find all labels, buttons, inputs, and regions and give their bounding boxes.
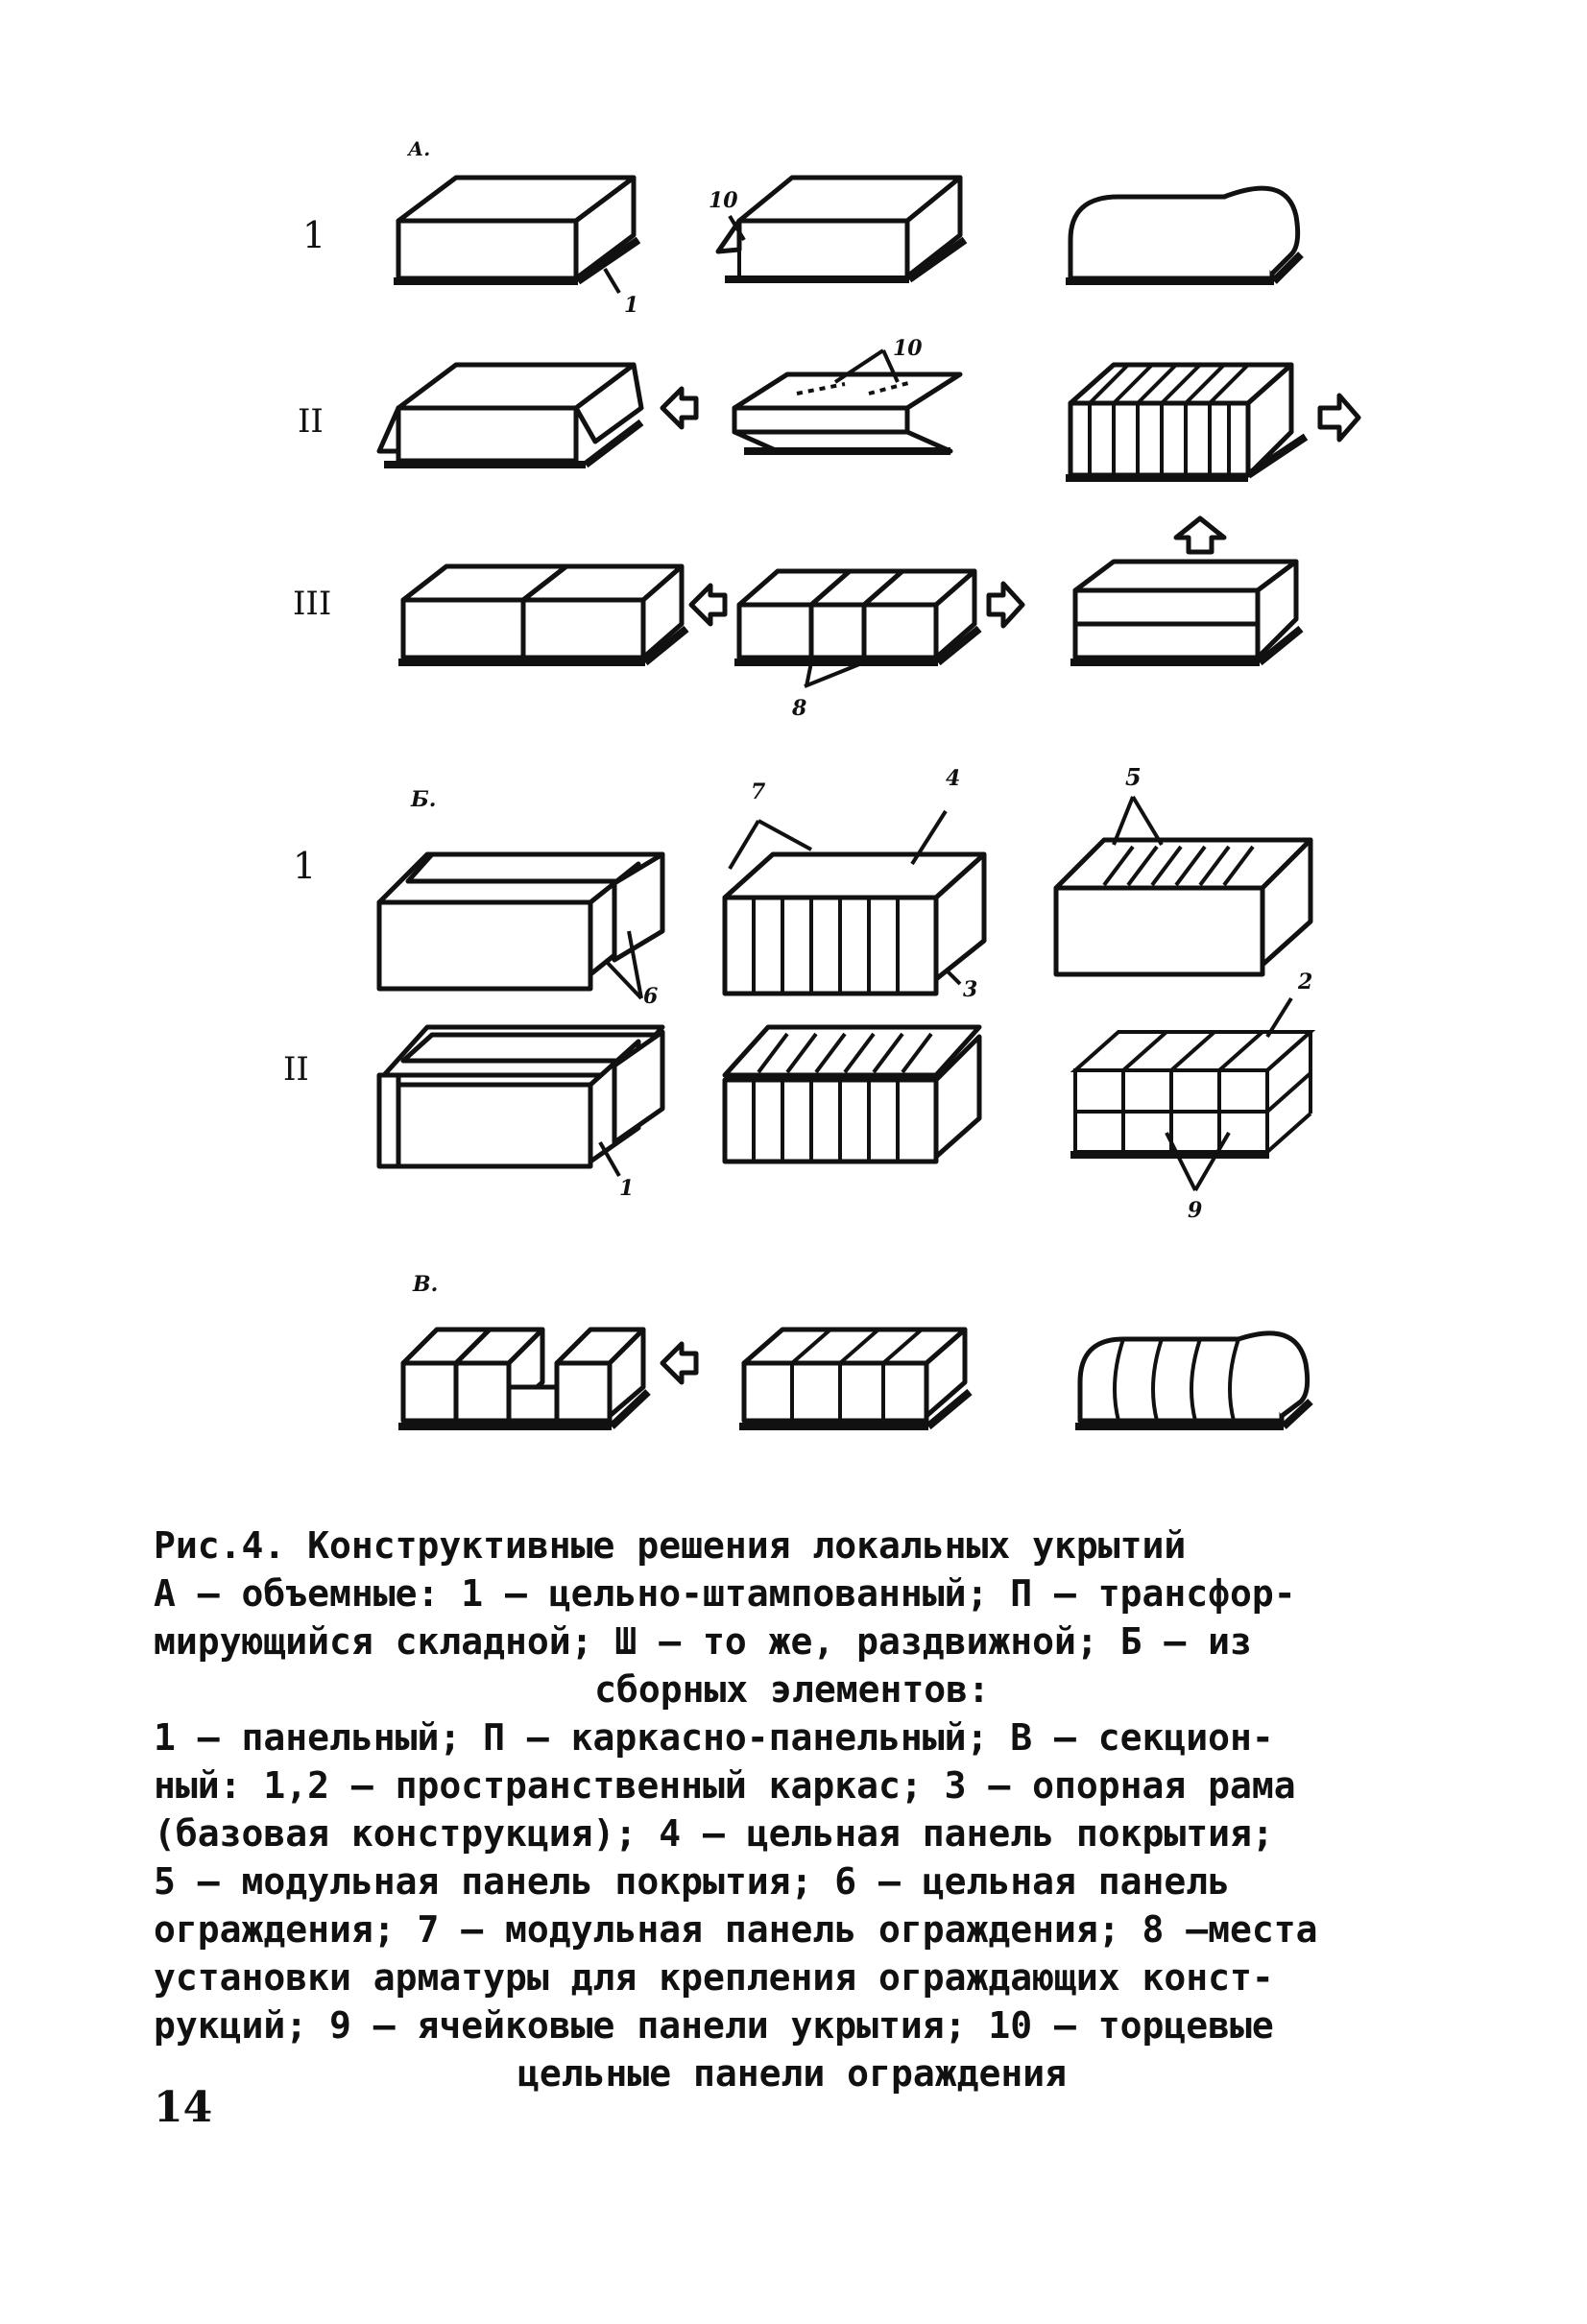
- caption-line: сборных элементов:: [594, 1668, 990, 1711]
- a3-sliding-lifted: [1070, 562, 1301, 662]
- caption-line: (базовая конструкция); 4 – цельная панель покрытия;: [154, 1812, 1274, 1855]
- a1-open-end-box: [718, 178, 965, 279]
- b2-spatial-frame: [1070, 998, 1310, 1190]
- v-sectional-separated: [398, 1330, 648, 1426]
- a3-sliding-expanded: [734, 571, 979, 686]
- arrow-left-icon: [662, 1344, 696, 1382]
- group-label-b: Б.: [411, 787, 437, 812]
- arrow-right-icon: [989, 584, 1022, 626]
- b1-modular-panels: [725, 811, 984, 994]
- callout-6: 6: [643, 984, 659, 1009]
- row-label-a-1: 1: [302, 214, 326, 256]
- caption-line: мирующийся складной; Ш – то же, раздвижной; Б – из: [154, 1620, 1252, 1663]
- row-label-a-3: III: [293, 585, 332, 623]
- a2-folded-flat: [734, 350, 960, 451]
- a1-arched-cover: [1066, 188, 1301, 281]
- callout-4: 4: [946, 766, 961, 791]
- caption-line: цельные панели ограждения: [517, 2052, 1067, 2095]
- b2-frame-panel-modular: [725, 1027, 979, 1162]
- b2-frame-panel-type: [379, 1027, 662, 1176]
- callout-2: 2: [1298, 970, 1313, 994]
- caption-line: 5 – модульная панель покрытия; 6 – цельная панель: [154, 1860, 1231, 1903]
- group-label-a: А.: [408, 137, 431, 160]
- callout-10-b: 10: [893, 336, 923, 361]
- callout-3: 3: [963, 977, 978, 1002]
- row-label-b-1: 1: [293, 845, 317, 887]
- row-label-b-2: II: [283, 1050, 309, 1089]
- callout-8: 8: [792, 696, 807, 721]
- callout-10-a: 10: [709, 188, 738, 213]
- callout-9: 9: [1188, 1198, 1203, 1223]
- arrow-left-icon: [691, 586, 725, 624]
- v-sectional-arched: [1075, 1333, 1310, 1426]
- a2-folding-cover: [379, 365, 641, 465]
- row-label-a-2: II: [298, 402, 324, 441]
- figure-caption: [154, 1521, 1431, 2097]
- arrow-up-icon: [1176, 518, 1224, 552]
- arrow-right-icon: [1320, 395, 1359, 440]
- callout-7: 7: [751, 779, 766, 804]
- v-sectional-joined: [739, 1330, 970, 1426]
- caption-line: ный: 1,2 – пространственный каркас; 3 – опорная рама: [154, 1764, 1296, 1807]
- callout-1-a: 1: [624, 293, 639, 318]
- caption-line: А – объемные: 1 – цельно-штампованный; П – трансфор-: [154, 1572, 1296, 1615]
- a2-bellows-cover: [1066, 365, 1306, 478]
- a1-monolithic-box: [394, 178, 638, 293]
- b1-panel-type: [379, 854, 662, 998]
- caption-line: рукций; 9 – ячейковые панели укрытия; 10 – торцевые: [154, 2004, 1274, 2047]
- callout-1-b: 1: [619, 1176, 635, 1201]
- caption-line: ограждения; 7 – модульная панель ограждения; 8 –места: [154, 1908, 1318, 1951]
- a3-sliding-closed: [398, 566, 686, 662]
- arrow-left-icon: [662, 389, 696, 427]
- callout-5: 5: [1125, 763, 1142, 791]
- page-number: 14: [154, 2083, 213, 2132]
- caption-title: Рис.4. Конструктивные решения локальных укрытий: [154, 1524, 1187, 1567]
- caption-line: 1 – панельный; П – каркасно-панельный; В – секцион-: [154, 1716, 1274, 1759]
- b1-modular-roof: [1056, 797, 1310, 974]
- group-label-v: В.: [413, 1272, 439, 1297]
- caption-line: установки арматуры для крепления ограждающих конст-: [154, 1956, 1274, 1999]
